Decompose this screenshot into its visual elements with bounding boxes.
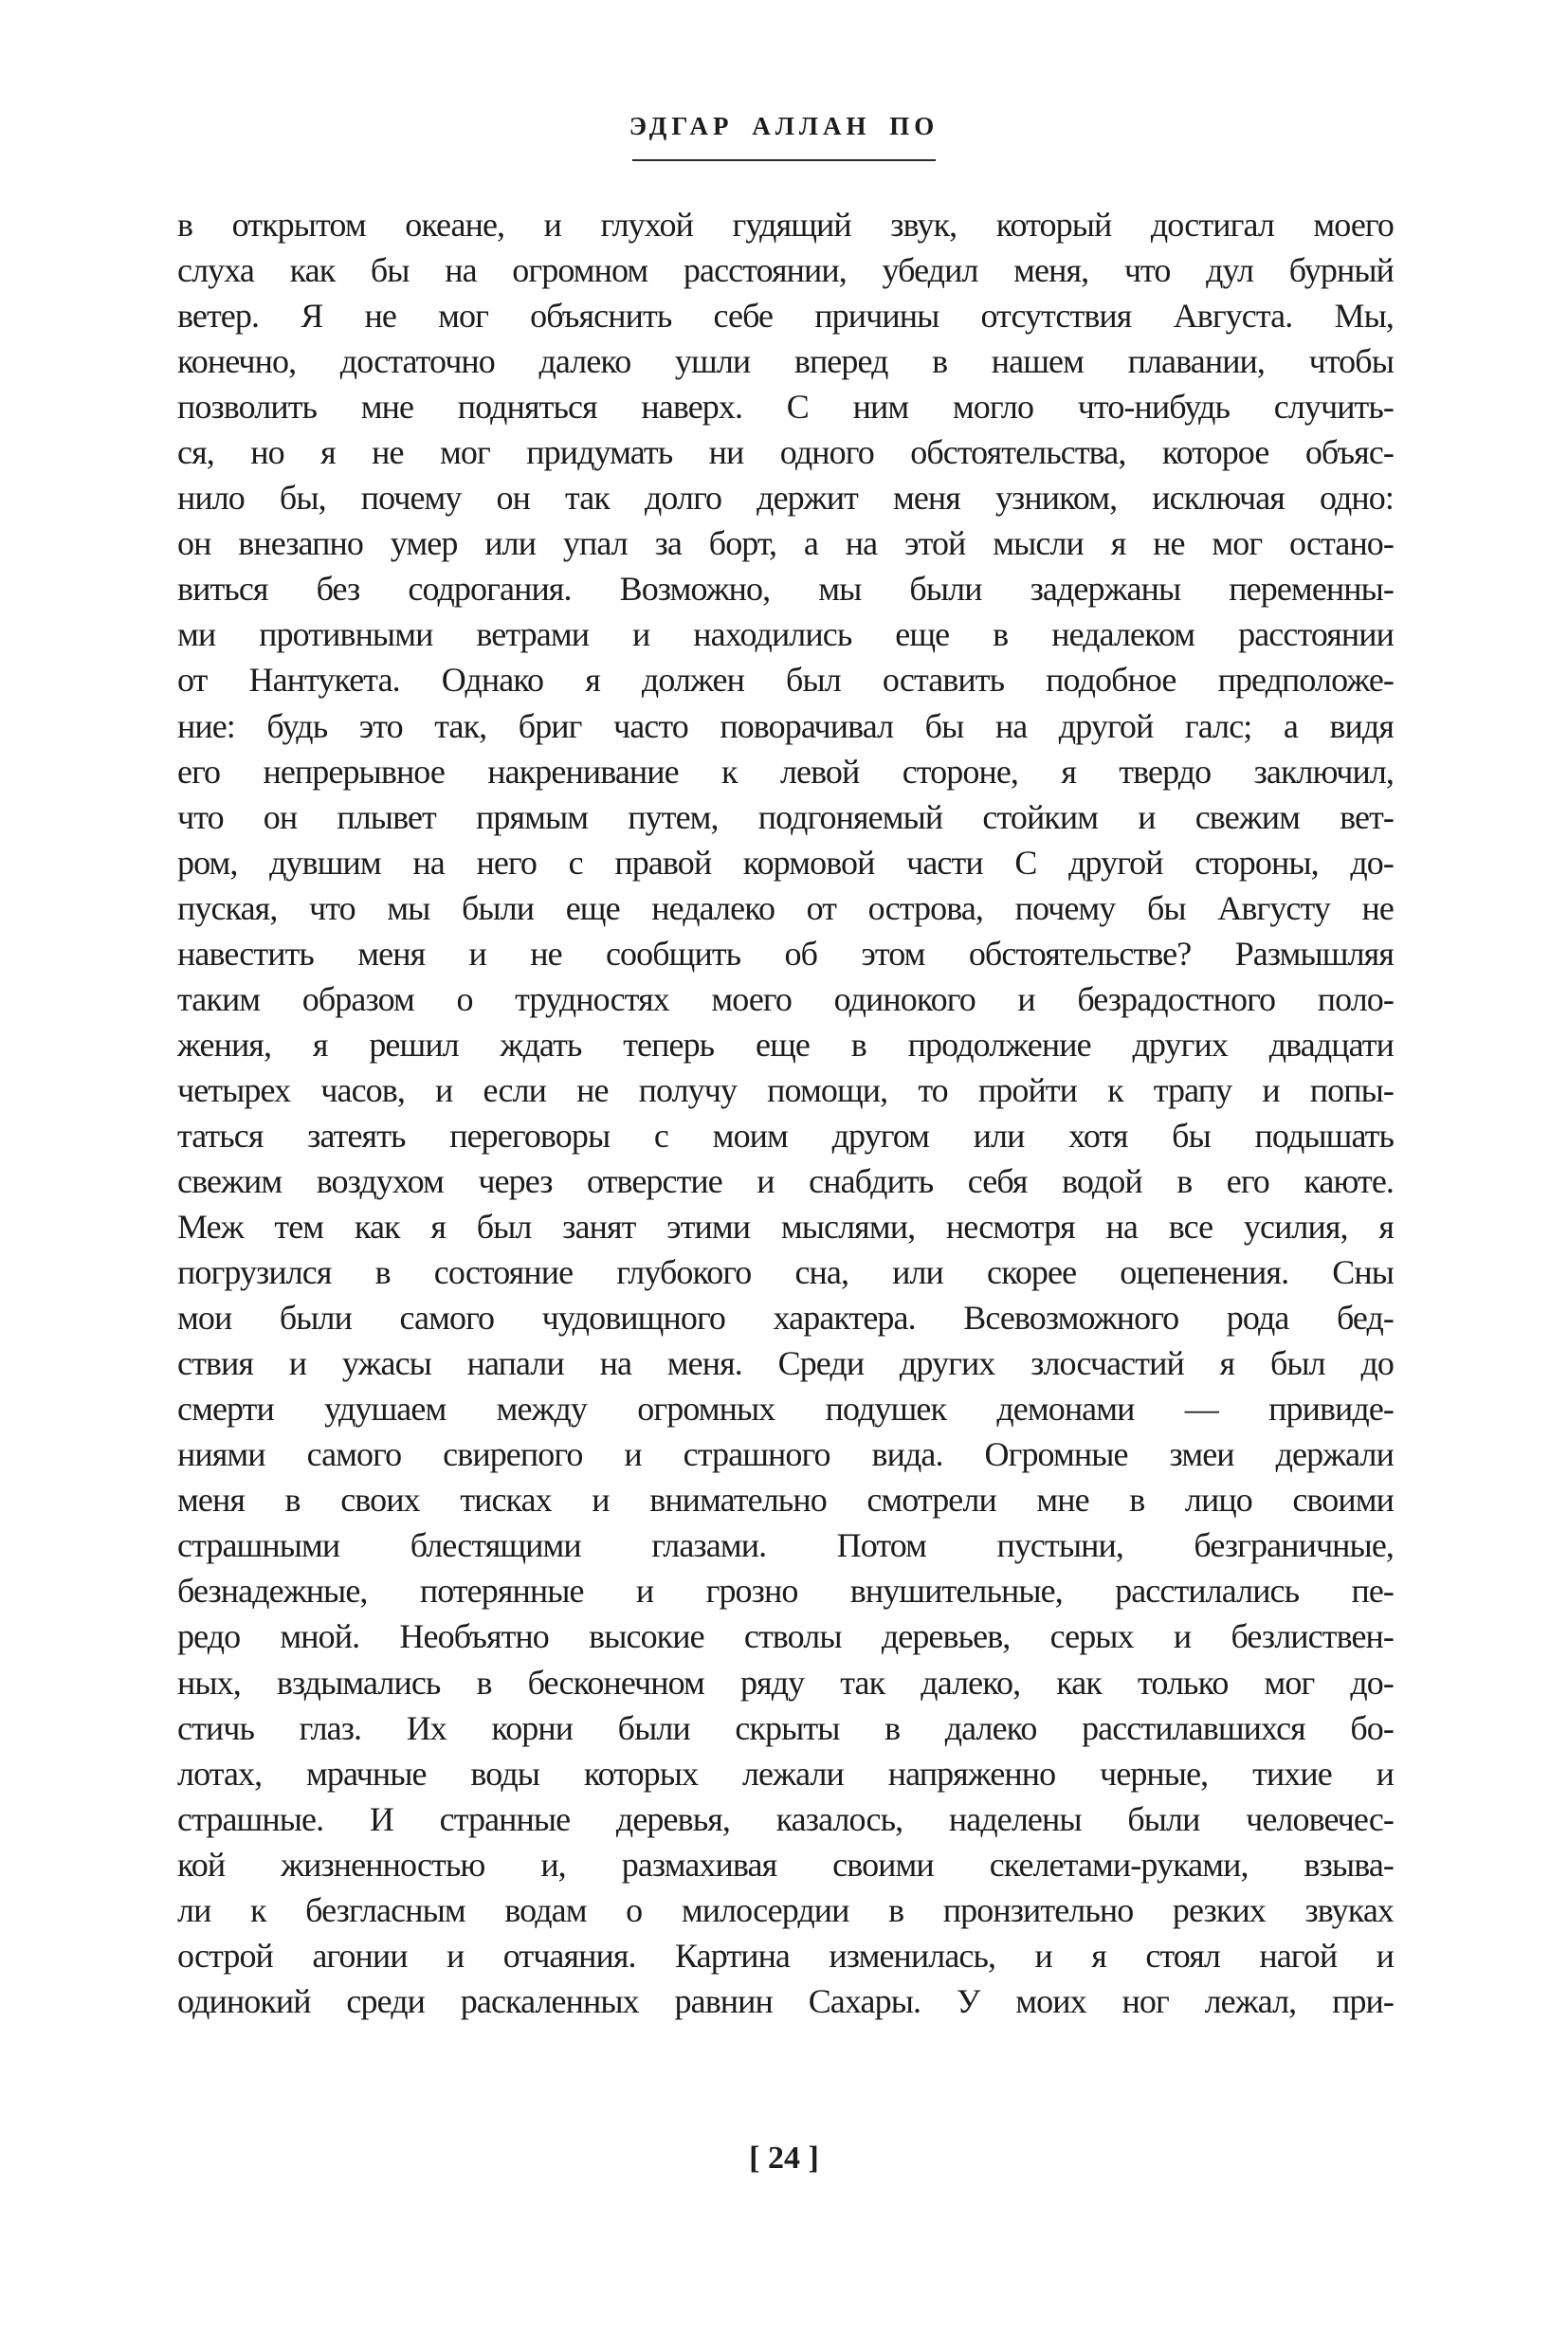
text-line: таться затеять переговоры с моим другом или хотя бы подышать	[177, 1116, 1394, 1155]
text-line: Меж тем как я был занят этими мыслями, несмотря на все усилия, я	[177, 1208, 1394, 1247]
text-line: таким образом о трудностях моего одинокого и безрадостного поло-	[177, 979, 1394, 1018]
text-line: ли к безгласным водам о милосердии в пронзительно резких звуках	[177, 1890, 1394, 1929]
text-line: четырех часов, и если не получу помощи, то пройти к трапу и попы-	[177, 1070, 1394, 1109]
text-line: он внезапно умер или упал за борт, а на этой мысли я не мог остано-	[177, 524, 1394, 563]
text-line: ниями самого свирепого и страшного вида. Огромные змеи держали	[177, 1435, 1394, 1474]
text-line: одинокий среди раскаленных равнин Сахары. У моих ног лежал, при-	[177, 1981, 1394, 2020]
body-text	[177, 202, 1394, 2024]
header-rule	[632, 159, 936, 161]
text-line: свежим воздухом через отверстие и снабдить себя водой в его каюте.	[177, 1161, 1394, 1200]
text-line: страшные. И странные деревья, казалось, наделены были человечес-	[177, 1799, 1394, 1838]
text-line: погрузился в состояние глубокого сна, или скорее оцепенения. Сны	[177, 1253, 1394, 1292]
text-line: навестить меня и не сообщить об этом обстоятельстве? Размышляя	[177, 934, 1394, 973]
text-line: ветер. Я не мог объяснить себе причины отсутствия Августа. Мы,	[177, 297, 1394, 336]
text-line: лотах, мрачные воды которых лежали напряженно черные, тихие и	[177, 1754, 1394, 1793]
text-line: в открытом океане, и глухой гудящий звук, который достигал моего	[177, 206, 1394, 244]
text-line: редо мной. Необъятно высокие стволы деревьев, серых и безлиствен-	[177, 1617, 1394, 1656]
text-line: ми противными ветрами и находились еще в недалеком расстоянии	[177, 615, 1394, 654]
running-head: ЭДГАР АЛЛАН ПО	[629, 112, 939, 140]
text-line: нило бы, почему он так долго держит меня узником, исключая одно:	[177, 479, 1394, 518]
text-line: слуха как бы на огромном расстоянии, убедил меня, что дул бурный	[177, 251, 1394, 290]
text-line: ствия и ужасы напали на меня. Среди других злосчастий я был до	[177, 1344, 1394, 1383]
text-line: безнадежные, потерянные и грозно внушительные, расстилались пе-	[177, 1572, 1394, 1611]
page-number: [ 24 ]	[749, 2141, 819, 2176]
text-line: ром, дувшим на него с правой кормовой части С другой стороны, до-	[177, 843, 1394, 882]
text-line: ние: будь это так, бриг часто поворачивал бы на другой галс; а видя	[177, 706, 1394, 745]
text-line: от Нантукета. Однако я должен был оставить подобное предположе-	[177, 661, 1394, 700]
text-line: стичь глаз. Их корни были скрыты в далеко расстилавшихся бо-	[177, 1708, 1394, 1747]
text-line: ся, но я не мог придумать ни одного обстоятельства, которое объяс-	[177, 433, 1394, 472]
text-line: смерти удушаем между огромных подушек демонами — привиде-	[177, 1390, 1394, 1429]
text-line: его непрерывное накренивание к левой стороне, я твердо заключил,	[177, 752, 1394, 791]
text-line: острой агонии и отчаяния. Картина изменилась, и я стоял нагой и	[177, 1936, 1394, 1975]
text-line: ных, вздымались в бесконечном ряду так далеко, как только мог до-	[177, 1663, 1394, 1702]
text-line: кой жизненностью и, размахивая своими скелетами-руками, взыва-	[177, 1845, 1394, 1884]
text-line: жения, я решил ждать теперь еще в продолжение других двадцати	[177, 1025, 1394, 1064]
text-line: виться без содрогания. Возможно, мы были задержаны переменны-	[177, 570, 1394, 609]
text-line: страшными блестящими глазами. Потом пустыни, безграничные,	[177, 1526, 1394, 1565]
text-line: позволить мне подняться наверх. С ним могло что-нибудь случить-	[177, 388, 1394, 427]
text-line: что он плывет прямым путем, подгоняемый стойким и свежим вет-	[177, 797, 1394, 836]
text-line: меня в своих тисках и внимательно смотрели мне в лицо своими	[177, 1481, 1394, 1520]
text-line: пуская, что мы были еще недалеко от острова, почему бы Августу не	[177, 888, 1394, 927]
text-line: мои были самого чудовищного характера. Всевозможного рода бед-	[177, 1299, 1394, 1338]
text-line: конечно, достаточно далеко ушли вперед в нашем плавании, чтобы	[177, 342, 1394, 381]
